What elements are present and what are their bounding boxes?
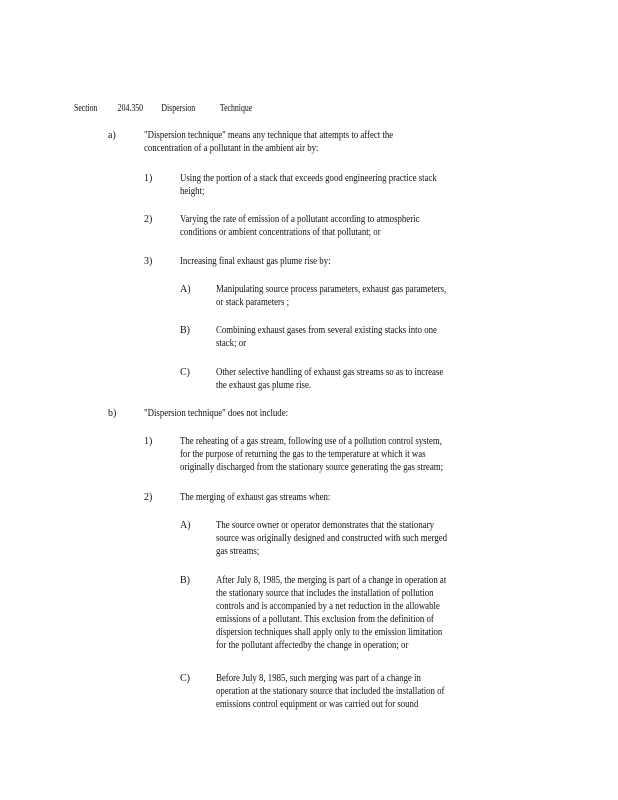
paragraph-b2A	[216, 519, 479, 558]
item-label-a3: 3)	[144, 256, 153, 267]
paragraph-a3A-line-1: Manipulating source process parameters, exhaust gas parameters,	[216, 284, 447, 295]
paragraph-a3B-line-1: Combining exhaust gases from several existing stacks into one	[216, 325, 437, 336]
paragraph-b1-line-1: The reheating of a gas stream, following use of a pollution control system,	[180, 436, 442, 447]
item-label-a3C: C)	[180, 367, 190, 378]
paragraph-a1-line-1: Using the portion of a stack that exceeds good engineering practice stack	[180, 173, 437, 184]
paragraph-b1-line-3: originally discharged from the stationary source generating the gas stream;	[180, 462, 444, 473]
paragraph-b2-line-1: The merging of exhaust gas streams when:	[180, 492, 331, 503]
item-label-b2: 2)	[144, 492, 153, 503]
paragraph-a3A-line-2: or stack parameters ;	[216, 297, 290, 308]
item-label-b2B: B)	[180, 575, 190, 586]
title-word-2: Technique	[219, 103, 253, 114]
paragraph-b2C-line-1: Before July 8, 1985, such merging was part of a change in	[216, 673, 421, 684]
paragraph-b2B-line-2: the stationary source that includes the installation of pollution	[216, 588, 434, 599]
paragraph-a2-line-2: conditions or ambient concentrations of that pollutant; or	[180, 227, 381, 238]
paragraph-b2B-line-4: emissions of a pollutant. This exclusion from the definition of	[216, 614, 434, 625]
paragraph-b	[144, 407, 308, 420]
paragraph-b2B-line-6: for the pollutant affectedby the change in operation; or	[216, 640, 409, 651]
paragraph-a2-line-1: Varying the rate of emission of a pollutant according to atmospheric	[180, 214, 420, 225]
paragraph-b1	[180, 435, 479, 474]
section-label: Section	[74, 103, 98, 114]
paragraph-b2A-line-2: source was originally designed and constructed with such merged	[216, 533, 448, 544]
paragraph-b2A-line-3: gas streams;	[216, 546, 260, 557]
paragraph-a3-line-1: Increasing final exhaust gas plume rise by:	[180, 256, 331, 267]
paragraph-a3B	[216, 324, 467, 350]
item-label-a: a)	[108, 130, 116, 141]
paragraph-a1-line-2: height;	[180, 186, 205, 197]
paragraph-b-line-1: "Dispersion technique" does not include:	[144, 408, 289, 419]
item-label-a1: 1)	[144, 173, 153, 184]
paragraph-b2C-line-2: operation at the stationary source that included the installation of	[216, 686, 445, 697]
item-label-a2: 2)	[144, 214, 153, 225]
paragraph-b2B-line-3: controls and is accompanied by a net reduction in the allowable	[216, 601, 440, 612]
paragraph-a2	[180, 213, 452, 239]
paragraph-b2A-line-1: The source owner or operator demonstrates that the stationary	[216, 520, 434, 531]
paragraph-a-line-1: "Dispersion technique" means any technique that attempts to affect the	[144, 130, 394, 141]
paragraph-a	[144, 129, 427, 155]
item-label-a3B: B)	[180, 325, 190, 336]
paragraph-a-line-2: concentration of a pollutant in the ambient air by:	[144, 143, 319, 154]
paragraph-a3C-line-1: Other selective handling of exhaust gas streams so as to increase	[216, 367, 444, 378]
paragraph-a3A	[216, 283, 478, 309]
item-label-b: b)	[108, 408, 117, 419]
item-label-b2A: A)	[180, 520, 191, 531]
paragraph-b2C	[216, 672, 476, 711]
paragraph-a3C	[216, 366, 474, 392]
paragraph-b2B-line-5: dispersion techniques shall apply only to the emission limitation	[216, 627, 443, 638]
item-label-b1: 1)	[144, 436, 153, 447]
item-label-b2C: C)	[180, 673, 190, 684]
paragraph-a1	[180, 172, 472, 198]
paragraph-a3	[180, 255, 351, 268]
title-word-1: Dispersion	[161, 103, 196, 114]
paragraph-a3C-line-2: the exhaust gas plume rise.	[216, 380, 312, 391]
paragraph-b2C-line-3: emissions control equipment or was carried out for sound	[216, 699, 419, 710]
item-label-a3A: A)	[180, 284, 191, 295]
section-number: 204.350	[117, 103, 144, 114]
paragraph-b2	[180, 491, 351, 504]
paragraph-a3B-line-2: stack; or	[216, 338, 247, 349]
paragraph-b1-line-2: for the purpose of returning the gas to the temperature at which it was	[180, 449, 426, 460]
paragraph-b2B	[216, 574, 478, 652]
section-heading	[74, 103, 252, 114]
paragraph-b2B-line-1: After July 8, 1985, the merging is part of a change in operation at	[216, 575, 447, 586]
